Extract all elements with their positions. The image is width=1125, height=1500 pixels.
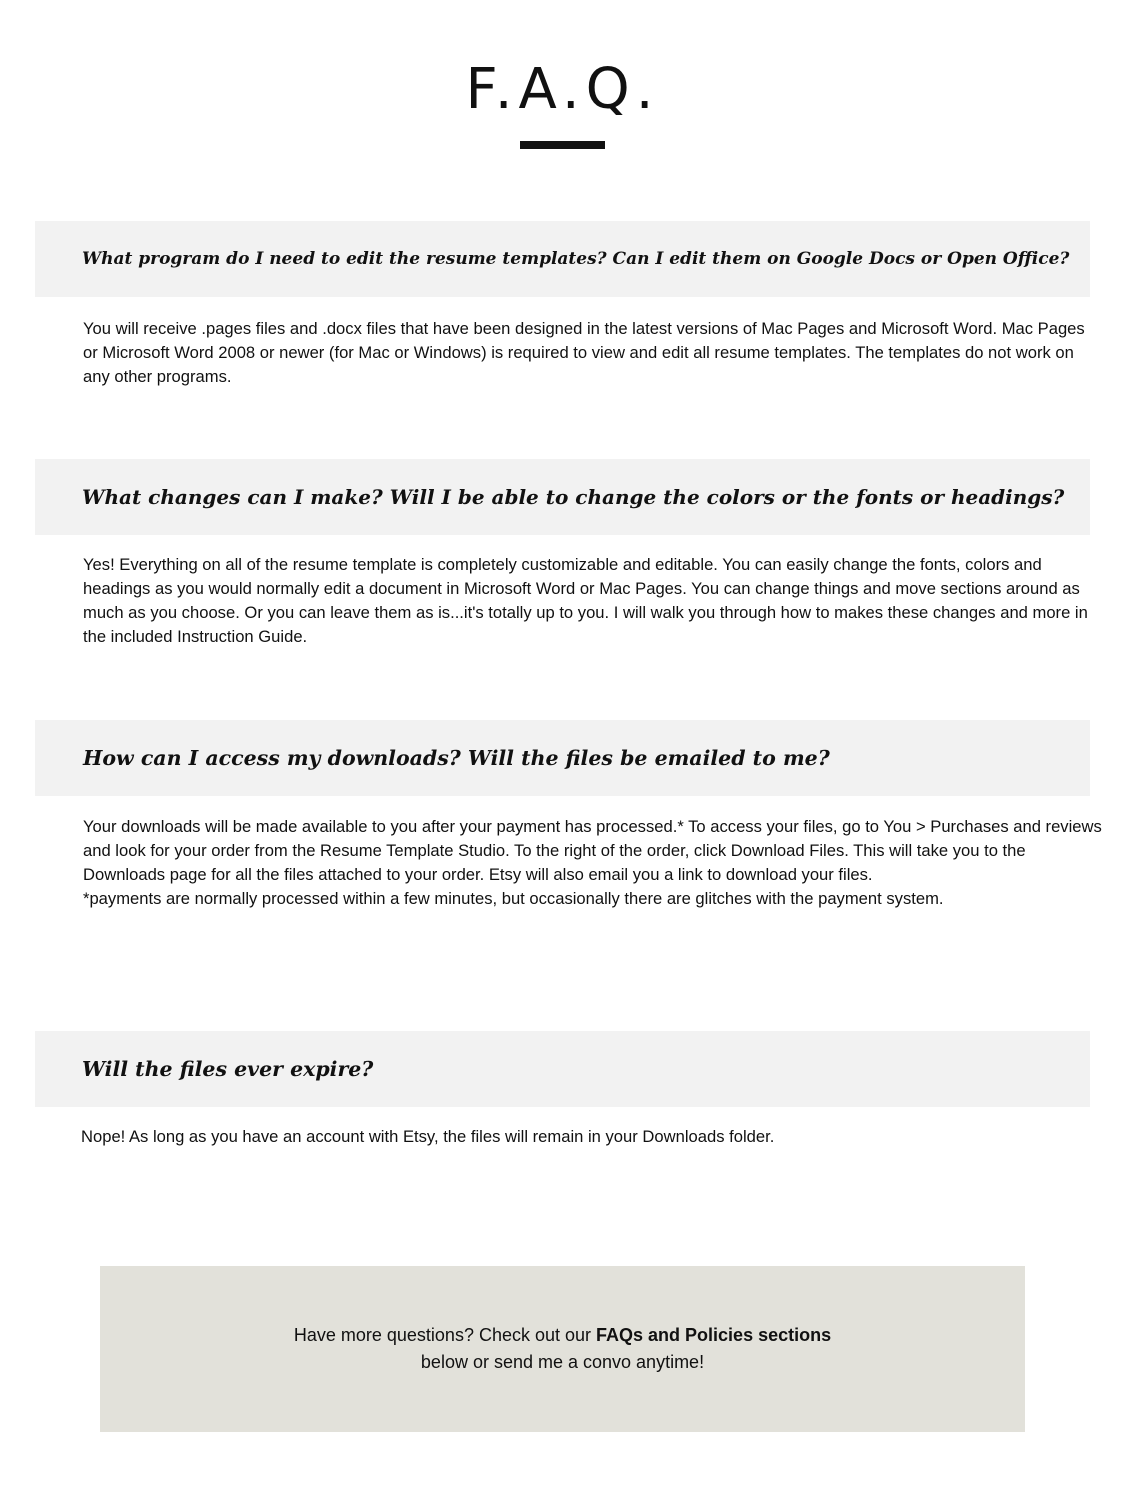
faq-answer-paragraph: You will receive .pages files and .docx files that have been designed in the latest versions of Mac Pages and Microsoft Word. Mac Pages or Microsoft Word 2008 or newer (for Mac or Windows) is required to view and edit all resume templates. The templates do not work on any other programs. — [83, 319, 1085, 386]
faq-answer — [81, 1125, 1101, 1149]
faq-answer-paragraph: Nope! As long as you have an account with Etsy, the files will remain in your Downloads folder. — [81, 1127, 775, 1146]
faq-question: What changes can I make? Will I be able to change the colors or the fonts or headings? — [82, 485, 1065, 509]
faq-question: Will the files ever expire? — [82, 1057, 374, 1081]
faq-answer — [83, 553, 1103, 649]
title-underline — [520, 141, 605, 149]
contact-callout-text — [283, 1322, 843, 1376]
faq-question: How can I access my downloads? Will the files be emailed to me? — [83, 746, 830, 770]
faqs-policies-link-text: FAQs and Policies sections — [596, 1325, 832, 1345]
faq-answer-footnote: *payments are normally processed within a few minutes, but occasionally there are glitches with the payment system. — [83, 889, 944, 908]
faq-question: What program do I need to edit the resume templates? Can I edit them on Google Docs or Open Office? — [82, 249, 1070, 269]
faq-answer — [83, 317, 1103, 389]
page-title: F.A.Q. — [465, 57, 660, 122]
faq-answer-paragraph: Your downloads will be made available to you after your payment has processed.* To access your files, go to You > Purchases and reviews and look for your order from the Resume Template Studio. To the right of the order, click Download Files. This will take you to the Downloads page for all the files attached to your order. Etsy will also email you a link to download your files. — [83, 817, 1102, 884]
callout-prefix: Have more questions? Check out our — [293, 1325, 597, 1345]
faq-answer — [83, 815, 1103, 911]
faq-question-band — [35, 1031, 1090, 1107]
callout-suffix: below or send me a convo anytime! — [420, 1352, 705, 1372]
faq-question-band — [35, 221, 1090, 297]
faq-question-band — [35, 720, 1090, 796]
faq-question-band — [35, 459, 1090, 535]
faq-answer-paragraph: Yes! Everything on all of the resume template is completely customizable and editable. You can easily change the fonts, colors and headings as you would normally edit a document in Microsoft Word or Mac Pages. You can change things and move sections around as much as you choose. Or you can leave them as is...it's totally up to you. I will walk you through how to makes these changes and more in the included Instruction Guide. — [83, 555, 1088, 646]
contact-callout-box — [100, 1266, 1025, 1432]
